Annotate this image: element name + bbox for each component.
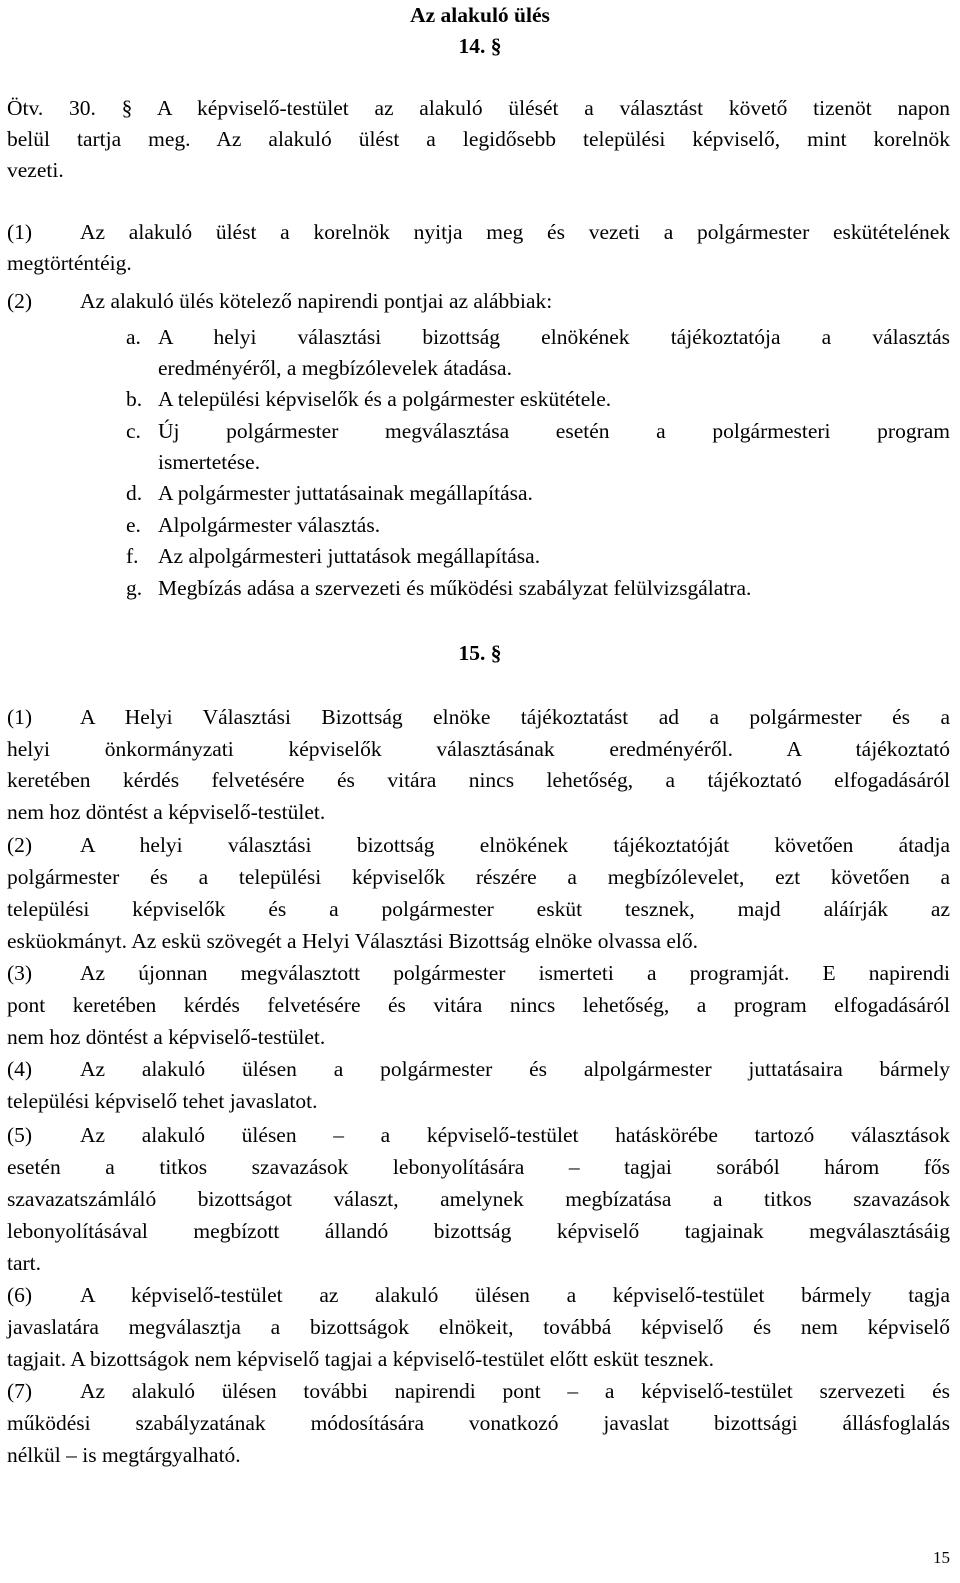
list-item-text: eredményéről, a megbízólevelek átadása.: [158, 356, 512, 380]
paragraph-line: javaslatára megválasztja a bizottságok elnökeit, továbbá képviselő és nem képviselő: [7, 1315, 950, 1339]
paragraph-label: (2): [7, 289, 33, 313]
section-15-number: 15. §: [458, 641, 502, 665]
list-item-letter: c.: [126, 419, 141, 443]
paragraph-label: (5): [7, 1123, 33, 1147]
paragraph-line: polgármester és a települési képviselők részére a megbízólevelet, ezt követően a: [7, 865, 950, 889]
paragraph-label: (1): [7, 705, 33, 729]
paragraph-line: Az alakuló ülésen – a képviselő-testület hatáskörébe tartozó választások: [80, 1123, 950, 1147]
paragraph-label: (2): [7, 833, 33, 857]
paragraph-line: települési képviselők és a polgármester esküt tesznek, majd aláírják az: [7, 897, 950, 921]
paragraph-line: nélkül – is megtárgyalható.: [7, 1443, 241, 1467]
list-item-text: Az alpolgármesteri juttatások megállapítása.: [158, 544, 541, 568]
paragraph-label: (6): [7, 1283, 33, 1307]
list-item-letter: d.: [126, 481, 143, 505]
paragraph-line: Az újonnan megválasztott polgármester ismerteti a programját. E napirendi: [80, 961, 950, 985]
list-item-text: ismertetése.: [158, 450, 261, 474]
paragraph-line: tart.: [7, 1251, 42, 1275]
list-item-text: A helyi választási bizottság elnökének tájékoztatója a választás: [158, 325, 950, 349]
list-item-text: Alpolgármester választás.: [158, 513, 381, 537]
list-item-text: A polgármester juttatásainak megállapítása.: [158, 481, 533, 505]
paragraph-line: esküokmányt. Az eskü szövegét a Helyi Választási Bizottság elnöke olvassa elő.: [7, 929, 699, 953]
paragraph-line: működési szabályzatának módosítására vonatkozó javaslat bizottsági állásfoglalás: [7, 1411, 950, 1435]
paragraph-line: Az alakuló ülés kötelező napirendi pontjai az alábbiak:: [80, 289, 553, 313]
paragraph-line: települési képviselő tehet javaslatot.: [7, 1089, 318, 1113]
paragraph-line: szavazatszámláló bizottságot választ, amelynek megbízatása a titkos szavazások: [7, 1187, 950, 1211]
intro-line: Ötv. 30. § A képviselő-testület az alakuló ülését a választást követő tizenöt napon: [7, 96, 950, 120]
page-number: 15: [933, 1548, 950, 1567]
paragraph-line: lebonyolításával megbízott állandó bizottság képviselő tagjainak megválasztásáig: [7, 1219, 950, 1243]
paragraph-line: A helyi választási bizottság elnökének tájékoztatóját követően átadja: [80, 833, 950, 857]
paragraph-line: pont keretében kérdés felvetésére és vitára nincs lehetőség, a program elfogadásáról: [7, 993, 950, 1017]
paragraph-line: helyi önkormányzati képviselők választásának eredményéről. A tájékoztató: [7, 737, 950, 761]
list-item-letter: g.: [126, 576, 143, 600]
paragraph-line: tagjait. A bizottságok nem képviselő tagjai a képviselő-testület előtt esküt tesznek.: [7, 1347, 714, 1371]
list-item-text: Megbízás adása a szervezeti és működési szabályzat felülvizsgálatra.: [158, 576, 752, 600]
paragraph-label: (1): [7, 220, 33, 244]
paragraph-line: keretében kérdés felvetésére és vitára nincs lehetőség, a tájékoztató elfogadásáról: [7, 768, 950, 792]
list-item-text: Új polgármester megválasztása esetén a polgármesteri program: [158, 419, 950, 443]
list-item-letter: a.: [126, 325, 141, 349]
paragraph-line: nem hoz döntést a képviselő-testület.: [7, 1025, 326, 1049]
list-item-letter: b.: [126, 387, 143, 411]
list-item-text: A települési képviselők és a polgármester eskütétele.: [158, 387, 612, 411]
paragraph-line: esetén a titkos szavazások lebonyolítására – tagjai sorából három fős: [7, 1155, 950, 1179]
section-14-number: 14. §: [458, 34, 502, 58]
paragraph-label: (3): [7, 961, 33, 985]
paragraph-line: Az alakuló ülést a korelnök nyitja meg és vezeti a polgármester eskütételének: [80, 220, 950, 244]
paragraph-line: Az alakuló ülésen további napirendi pont – a képviselő-testület szervezeti és: [80, 1379, 950, 1403]
intro-line: belül tartja meg. Az alakuló ülést a legidősebb települési képviselő, mint korelnök: [7, 127, 950, 151]
paragraph-line: A képviselő-testület az alakuló ülésen a képviselő-testület bármely tagja: [80, 1283, 950, 1307]
paragraph-label: (7): [7, 1379, 33, 1403]
paragraph-line: nem hoz döntést a képviselő-testület.: [7, 800, 326, 824]
intro-line: vezeti.: [7, 158, 64, 182]
paragraph-line: A Helyi Választási Bizottság elnöke tájékoztatást ad a polgármester és a: [80, 705, 950, 729]
paragraph-label: (4): [7, 1057, 33, 1081]
paragraph-line: Az alakuló ülésen a polgármester és alpolgármester juttatásaira bármely: [80, 1057, 950, 1081]
list-item-letter: f.: [126, 544, 139, 568]
paragraph-line: megtörténtéig.: [7, 251, 132, 275]
list-item-letter: e.: [126, 513, 141, 537]
section-title: Az alakuló ülés: [410, 3, 550, 27]
